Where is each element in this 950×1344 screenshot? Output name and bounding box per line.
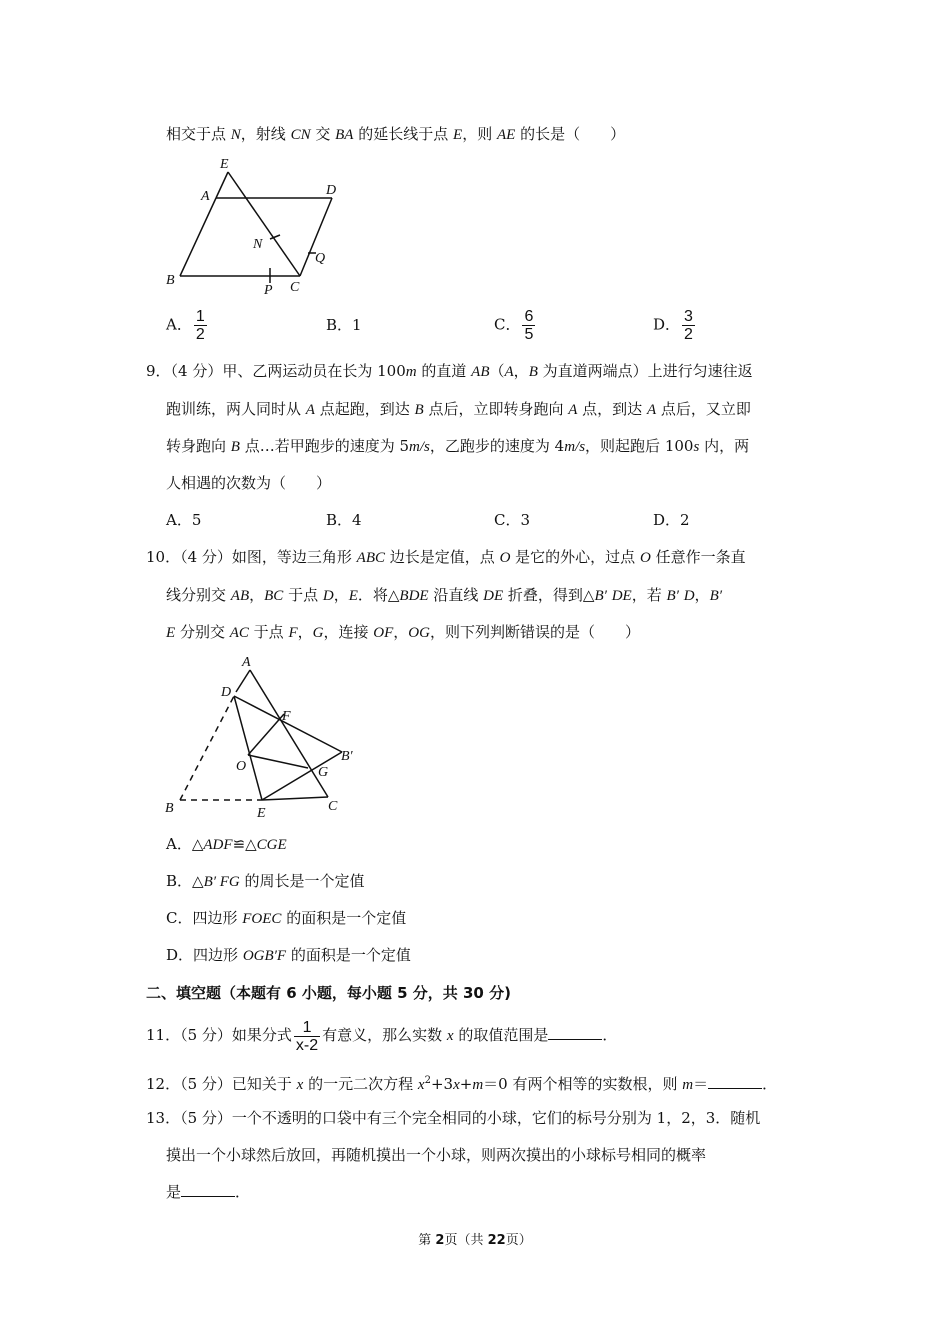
q9-option-a[interactable]: A．5 [166,511,202,529]
q8-option-a-fraction: $\frac{1}{2}$ [195,308,205,343]
q12-line: 12．（5 分）已知关于 x 的一元二次方程 $x^2+3x+m=0$ 有两个相等的实数根，则 m＝ ． [146,1075,778,1093]
q12-answer-blank[interactable] [708,1074,762,1089]
q8-stem-line: 相交于点 N，射线 CN 交 BA 的延长线于点 E，则 AE 的长是（ ） [166,125,626,143]
q10-label-c: C [328,799,338,814]
q13-line-3: 是 ． [166,1183,251,1201]
q10-option-c[interactable]: C．四边形 FOEC 的面积是一个定值 [166,909,407,927]
q10-option-b[interactable]: B．△B′ FG 的周长是一个定值 [166,872,365,890]
q10-line-3: E 分别交 AC 于点 F，G，连接 OF，OG，则下列判断错误的是（ ） [166,623,640,641]
q9-line-2: 跑训练，两人同时从 A 点起跑，到达 B 点后，立即转身跑向 A 点，到达 A 点后，又立即 [166,400,751,418]
q11-answer-blank[interactable] [548,1025,602,1040]
q8-label-p: P [264,283,273,298]
q8-label-e: E [220,157,229,172]
q9-option-b[interactable]: B．4 [326,511,362,529]
q10-line-2: 线分别交 AB，BC 于点 D，E．将△BDE 沿直线 DE 折叠，得到△B′ DE，若 B′ D，B′ [166,586,723,604]
q8-option-d[interactable]: D． $\frac{3}{2}$ [653,308,693,343]
q8-label-n: N [253,237,263,252]
q8-label-c: C [290,280,300,295]
q8-option-c[interactable]: C． $\frac{6}{5}$ [494,308,534,343]
q9-option-d[interactable]: D．2 [653,511,690,529]
q10-label-b: B [165,801,174,816]
q8-option-a[interactable]: A． $\frac{1}{2}$ [166,308,205,343]
q8-label-a: A [201,189,210,204]
q10-label-a: A [242,655,251,670]
q8-parallelogram-figure [160,150,360,300]
q10-option-a[interactable]: A．△ADF≌△CGE [166,835,287,853]
q9-line-3: 转身跑向 B 点…若甲跑步的速度为 5m/s，乙跑步的速度为 4m/s，则起跑后 100s 内，两 [166,437,750,455]
q10-label-b-prime: B′ [341,749,353,764]
q10-triangle-figure [160,650,370,825]
q11-fraction: $\frac{1}{x-2}$ [295,1018,319,1054]
q8-option-c-fraction: $\frac{6}{5}$ [524,308,534,343]
q9-option-c[interactable]: C．3 [494,511,531,529]
q9-line-1: 9．（4 分）甲、乙两运动员在长为 100m 的直道 AB（A，B 为直道两端点）上进行匀速往返 [146,362,753,380]
section-fill-blank-heading: 二、填空题（本题有 6 小题，每小题 5 分，共 30 分) [146,984,511,1002]
q11-line: 11．（5 分）如果分式 $\frac{1}{x-2}$ 有意义，那么实数 x 的取值范围是 ． [146,1018,618,1054]
q10-label-g: G [318,765,329,780]
page-footer: 第 2页（共 22页） [418,1233,532,1248]
q10-line-1: 10．（4 分）如图，等边三角形 ABC 边长是定值，点 O 是它的外心，过点 O 任意作一条直 [146,548,746,566]
q10-option-d[interactable]: D．四边形 OGB′F 的面积是一个定值 [166,946,411,964]
q8-label-d: D [326,183,337,198]
q8-option-d-fraction: $\frac{3}{2}$ [684,308,693,343]
q10-label-e: E [257,806,266,821]
q10-label-o: O [236,759,247,774]
q8-option-b[interactable]: B．1 [326,316,362,334]
q10-label-d: D [221,685,232,700]
q8-label-b: B [166,273,175,288]
q10-label-f: F [282,709,291,724]
q8-label-q: Q [315,251,326,266]
q9-line-4: 人相遇的次数为（ ） [166,474,332,492]
q13-line-2: 摸出一个小球然后放回，再随机摸出一个小球，则两次摸出的小球标号相同的概率 [166,1146,707,1164]
q13-line-1: 13．（5 分）一个不透明的口袋中有三个完全相同的小球，它们的标号分别为 1，2，3．随机 [146,1109,761,1127]
q13-answer-blank[interactable] [181,1182,235,1197]
